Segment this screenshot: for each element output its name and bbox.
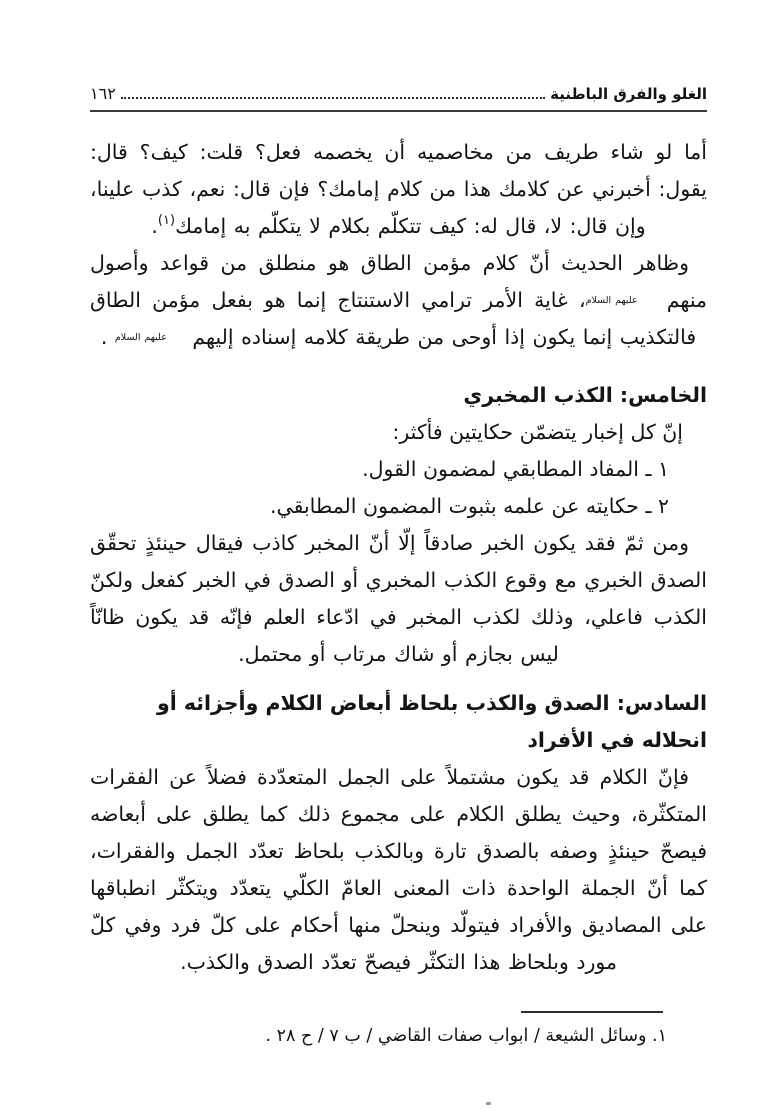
list-item-1: ١ ـ المفاد المطابقي لمضمون القول. xyxy=(362,457,669,481)
paragraph-text-segment: وظاهر الحديث أنّ كلام مؤمن الطاق هو منطلق من قواعد وأصول منهم xyxy=(90,251,707,312)
page-number: ١٦٢ xyxy=(90,84,116,103)
paragraph-sixth-discussion: فإنّ الكلام قد يكون مشتملاً على الجمل المتعدّدة فضلاً عن الفقرات المتكثّرة، وحيث يطلق الكلام على مجموع ذلك كما يطلق على أبعاضه فيصحّ حينئذٍ وصفه بالصدق تارة وبالكذب بلحاظ تعدّد الجمل والفقرات، كما أنّ الجملة الواحدة ذات المعنى العامّ الكلّي يتعدّد ويتكثّر انطباقها على المصاديق والأفراد فيتولّد وينحلّ منها أحكام على كلّ فرد وفي كلّ مورد وبلحاظ هذا التكثّر فيصحّ تعدّد الصدق والكذب. xyxy=(90,765,707,974)
paragraph-text-segment: أما لو شاء طريف من مخاصميه أن يخصمه فعل؟ قلت: كيف؟ قال: يقول: أخبرني عن كلامك هذا من كلام إمامك؟ فإن قال: نعم، كذب علينا، وإن قال: لا، قال له: كيف تتكلّم بكلام لا يتكلّم به إمامك xyxy=(90,140,707,238)
footnote-text: ١. وسائل الشيعة / ابواب صفات القاضي / ب ٧ / ح ٢٨ . xyxy=(265,1026,667,1046)
section-heading-fifth: الخامس: الكذب المخبري xyxy=(463,383,707,407)
paragraph-hadith-quote xyxy=(90,134,707,245)
footnote-marker: (١) xyxy=(157,213,176,228)
paragraph-text-segment: ، غاية الأمر ترامي الاستنتاج إنما هو بفعل مؤمن الطاق فالتكذيب إنما يكون إذا أوحى من طريقة كلامه إسناده إليهم xyxy=(90,288,697,349)
list-item-2: ٢ ـ حكايته عن علمه بثبوت المضمون المطابقي. xyxy=(269,494,669,518)
paragraph-hadith-commentary: وظاهر الحديث أنّ كلام مؤمن الطاق هو منطلق من قواعد وأصول منهم عليهم السلام، غاية الأمر ترامي الاستنتاج إنما هو بفعل مؤمن الطاق فالتكذيب إنما يكون إذا أوحى من طريقة كلامه إسناده إليهم عليهم السلام . xyxy=(90,251,707,349)
section5-intro-line: إنّ كل إخبار يتضمّن حكايتين فأكثر: xyxy=(392,420,683,444)
section-heading-sixth: السادس: الصدق والكذب بلحاظ أبعاض الكلام وأجزائه أو انحلاله في الأفراد xyxy=(156,691,707,752)
footnote-area xyxy=(90,1011,707,1050)
paragraph-text-segment: . xyxy=(100,325,115,349)
dot-leader xyxy=(121,97,545,99)
header-rule xyxy=(90,110,707,112)
scan-artifact-dot xyxy=(486,1102,491,1105)
running-header xyxy=(90,84,707,103)
paragraph-khabari-truth: ومن ثمّ فقد يكون الخبر صادقاً إلّا أنّ المخبر كاذب فيقال حينئذٍ تحقّق الصدق الخبري مع وقوع الكذب المخبري أو الصدق في الخبر كفعل ولكنّ الكذب فاعلي، وذلك لكذب المخبر في ادّعاء العلم فإنّه قد يكون ظانّاً ليس بجازم أو شاك مرتاب أو محتمل. xyxy=(90,531,707,666)
footnote-separator-rule xyxy=(521,1011,663,1013)
paragraph-text-segment: . xyxy=(151,214,158,238)
header-chapter-title: الغلو والفرق الباطنية xyxy=(550,85,707,103)
